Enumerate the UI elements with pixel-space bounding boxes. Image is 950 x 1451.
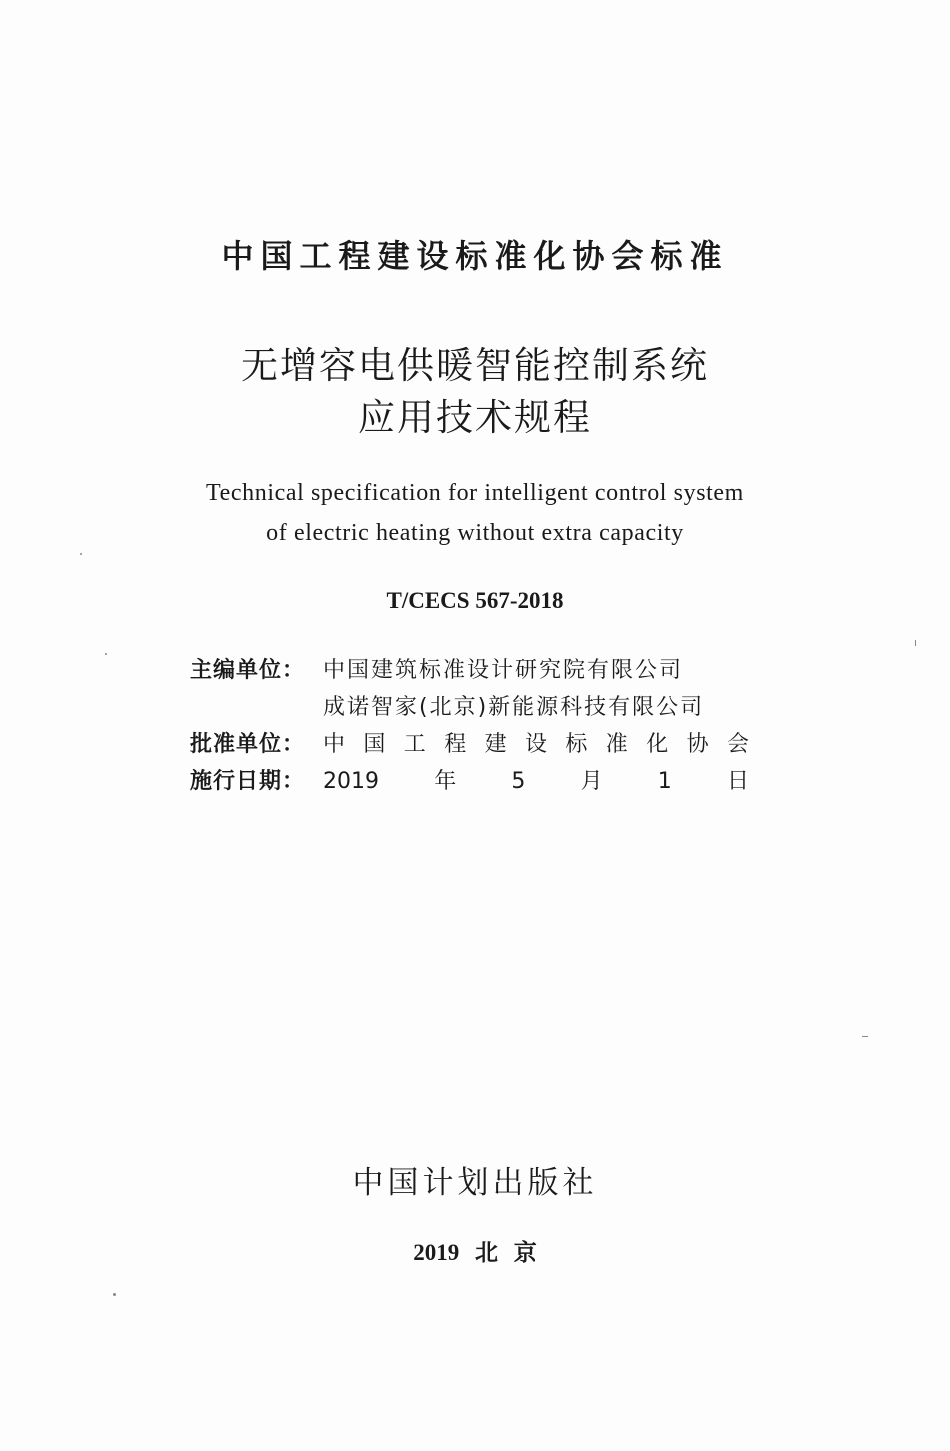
title-cn-line1: 无增容电供暖智能控制系统	[241, 344, 709, 387]
title-cn-line2: 应用技术规程	[358, 396, 592, 439]
editor-row-2	[190, 689, 760, 726]
editor-label-spacer	[190, 689, 323, 726]
publisher: 中国计划出版社	[352, 1165, 598, 1201]
scan-speck	[113, 1293, 116, 1296]
scan-speck	[915, 640, 916, 646]
approver-label: 批准单位：	[190, 732, 306, 757]
editor-value-1: 中国建筑标准设计研究院有限公司	[323, 658, 684, 683]
scan-speck	[80, 553, 82, 555]
scan-speck	[862, 1036, 868, 1037]
info-block	[190, 652, 760, 800]
approver-value: 中国工程建设标准化协会	[323, 732, 749, 757]
org-title: 中国工程建设标准化协会标准	[221, 237, 729, 275]
publish-place: 2019 北 京	[413, 1240, 537, 1265]
title-en-line2: of electric heating without extra capacity	[266, 520, 684, 546]
effective-label: 施行日期：	[190, 769, 306, 794]
effective-row	[190, 763, 760, 800]
scan-speck	[105, 653, 107, 655]
title-en-line1: Technical specification for intelligent control system	[206, 480, 744, 506]
standard-code: T/CECS 567-2018	[386, 588, 564, 613]
editor-row	[190, 652, 760, 689]
editor-label: 主编单位：	[190, 658, 306, 683]
approver-row	[190, 726, 760, 763]
editor-value-2: 成诺智家(北京)新能源科技有限公司	[323, 695, 705, 720]
effective-value: 2019年5月1日	[323, 769, 749, 794]
